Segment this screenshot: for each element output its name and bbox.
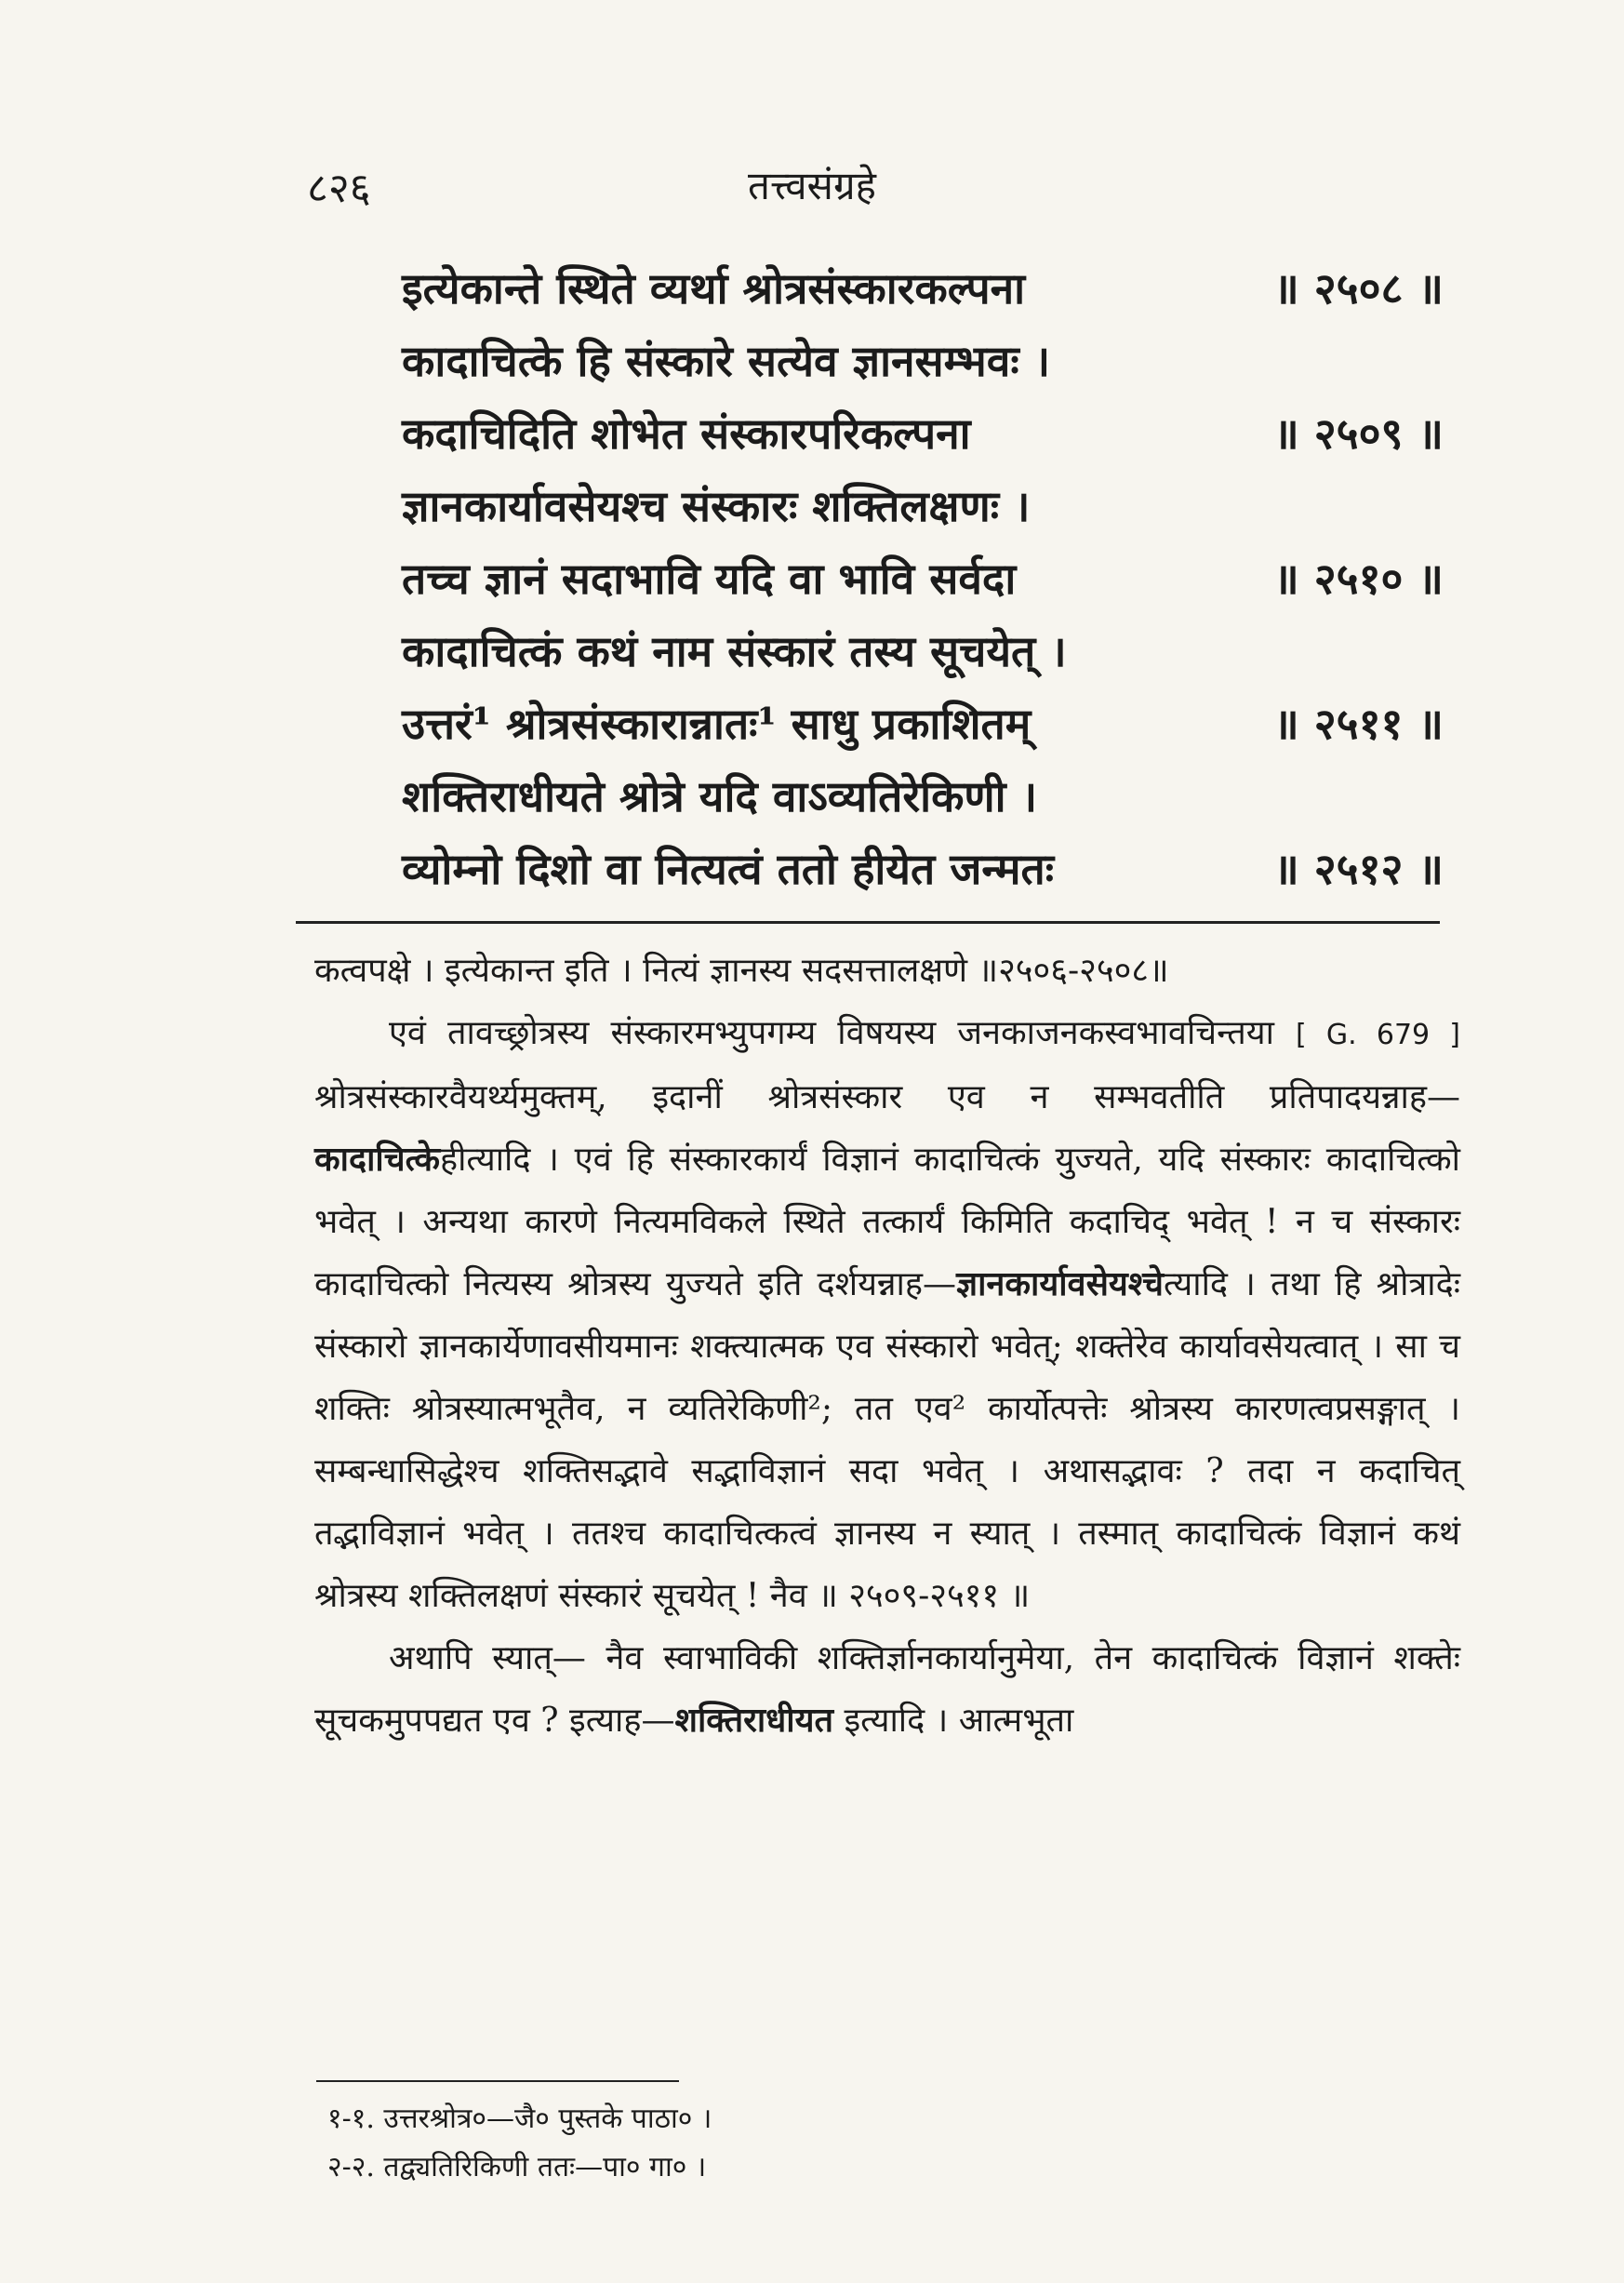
commentary-paragraph (314, 940, 1460, 1002)
page-header (0, 158, 1624, 214)
footnotes (327, 2095, 1397, 2192)
verse-text: कदाचिदिति शोभेत संस्कारपरिकल्पना (402, 408, 971, 459)
verse-divider (296, 921, 1440, 924)
commentary-text: एवं तावच्छ्रोत्रस्य संस्कारमभ्युपगम्य विषयस्य जनकाजनकस्वभावचिन्तया (389, 1014, 1274, 1052)
verse-text: उत्तरं¹ श्रोत्रसंस्कारान्नातः¹ साधु प्रकाशितम् (402, 699, 1032, 749)
verse-number: ॥ २५१० ॥ (1273, 554, 1444, 604)
verse-block (402, 251, 1444, 904)
verse-line (402, 469, 1444, 541)
page-number: ८२६ (307, 165, 371, 212)
lemma: कादाचित्के (314, 1140, 440, 1179)
footnote: २-२. तद्व्यतिरिकिणी ततः—पा० गा० । (327, 2151, 707, 2183)
running-title: तत्त्वसंग्रहे (748, 163, 876, 208)
commentary-text: हीत्यादि । एवं हि संस्कारकार्यं विज्ञानं कादाचित्कं युज्यते, यदि संस्कारः कादाचित्को भवेत् । अन्यथा कारणे नित्यमविकले स्थिते तत्कार्यं किमिति कदाचिद् भवेत् ! न च संस्कारः कादाचित्को नित्यस्य श्रोत्रस्य युज्यते इति दर्शयन्नाह— (314, 1141, 1460, 1303)
verse-text: ज्ञानकार्यावसेयश्च संस्कारः शक्तिलक्षणः । (402, 481, 1031, 531)
verse-line (402, 396, 1444, 469)
verse-number: ॥ २५१२ ॥ (1273, 844, 1444, 894)
commentary-text: श्रोत्रसंस्कारवैयर्थ्यमुक्तम्, इदानीं श्रोत्रसंस्कार एव न सम्भवतीति प्रतिपादयन्नाह— (314, 1078, 1460, 1116)
verse-text: इत्येकान्ते स्थिते व्यर्था श्रोत्रसंस्कारकल्पना (402, 263, 1026, 314)
verse-line (402, 687, 1444, 759)
verse-text: शक्तिराधीयते श्रोत्रे यदि वाऽव्यतिरेकिणी । (402, 771, 1038, 821)
edition-page-reference: [ G. 679 ] (1296, 1019, 1460, 1051)
commentary-block (314, 940, 1460, 1752)
verse-number: ॥ २५०८ ॥ (1273, 263, 1444, 314)
verse-number: ॥ २५११ ॥ (1273, 699, 1444, 749)
commentary-text: कत्वपक्षे । इत्येकान्त इति । नित्यं ज्ञानस्य सदसत्तालक्षणे ॥२५०६-२५०८॥ (314, 952, 1169, 990)
commentary-text: अथापि स्यात्— नैव स्वाभाविकी शक्तिर्ज्ञानकार्यानुमेया, तेन कादाचित्कं विज्ञानं शक्तेः सूचकमुपपद्यत एव ? इत्याह— (314, 1639, 1460, 1740)
verse-text: तच्च ज्ञानं सदाभावि यदि वा भावि सर्वदा (402, 554, 1017, 604)
verse-number: ॥ २५०९ ॥ (1273, 408, 1444, 459)
commentary-text: त्यादि । तथा हि श्रोत्रादेः संस्कारो ज्ञानकार्येणावसीयमानः शक्त्यात्मक एव संस्कारो भवेत्; शक्तेरेव कार्यावसेयत्वात् । सा च शक्तिः श्रोत्रस्यात्मभूतैव, न व्यतिरेकिणी²; तत एव² कार्योत्पत्तेः श्रोत्रस्य कारणत्वप्रसङ्गात् । सम्बन्धासिद्धेश्च शक्तिसद्भावे सद्भाविज्ञानं सदा भवेत् । अथासद्भावः ? तदा न कदाचित् तद्भाविज्ञानं भवेत् । ततश्च कादाचित्कत्वं ज्ञानस्य न स्यात् । तस्मात् कादाचित्कं विज्ञानं कथं श्रोत्रस्य शक्तिलक्षणं संस्कारं सूचयेत् ! नैव ॥ २५०९-२५११ ॥ (314, 1265, 1460, 1615)
verse-line (402, 324, 1444, 396)
verse-text: व्योम्नो दिशो वा नित्यत्वं ततो हीयेत जन्मतः (402, 844, 1054, 894)
verse-text: कादाचित्के हि संस्कारे सत्येव ज्ञानसम्भवः । (402, 336, 1051, 386)
verse-line (402, 614, 1444, 687)
verse-text: कादाचित्कं कथं नाम संस्कारं तस्य सूचयेत् । (402, 626, 1067, 676)
commentary-paragraph (314, 1627, 1460, 1752)
commentary-text: इत्यादि । आत्मभूता (844, 1702, 1074, 1740)
footnote-divider (316, 2080, 679, 2082)
lemma: ज्ञानकार्यावसेयश्चे (956, 1264, 1164, 1303)
verse-line (402, 832, 1444, 904)
verse-line (402, 759, 1444, 832)
verse-line (402, 541, 1444, 614)
footnote: १-१. उत्तरश्रोत्र०—जै० पुस्तके पाठा० । (327, 2103, 712, 2135)
commentary-paragraph (314, 1002, 1460, 1627)
lemma: शक्तिराधीयत (674, 1701, 834, 1740)
verse-line (402, 251, 1444, 324)
